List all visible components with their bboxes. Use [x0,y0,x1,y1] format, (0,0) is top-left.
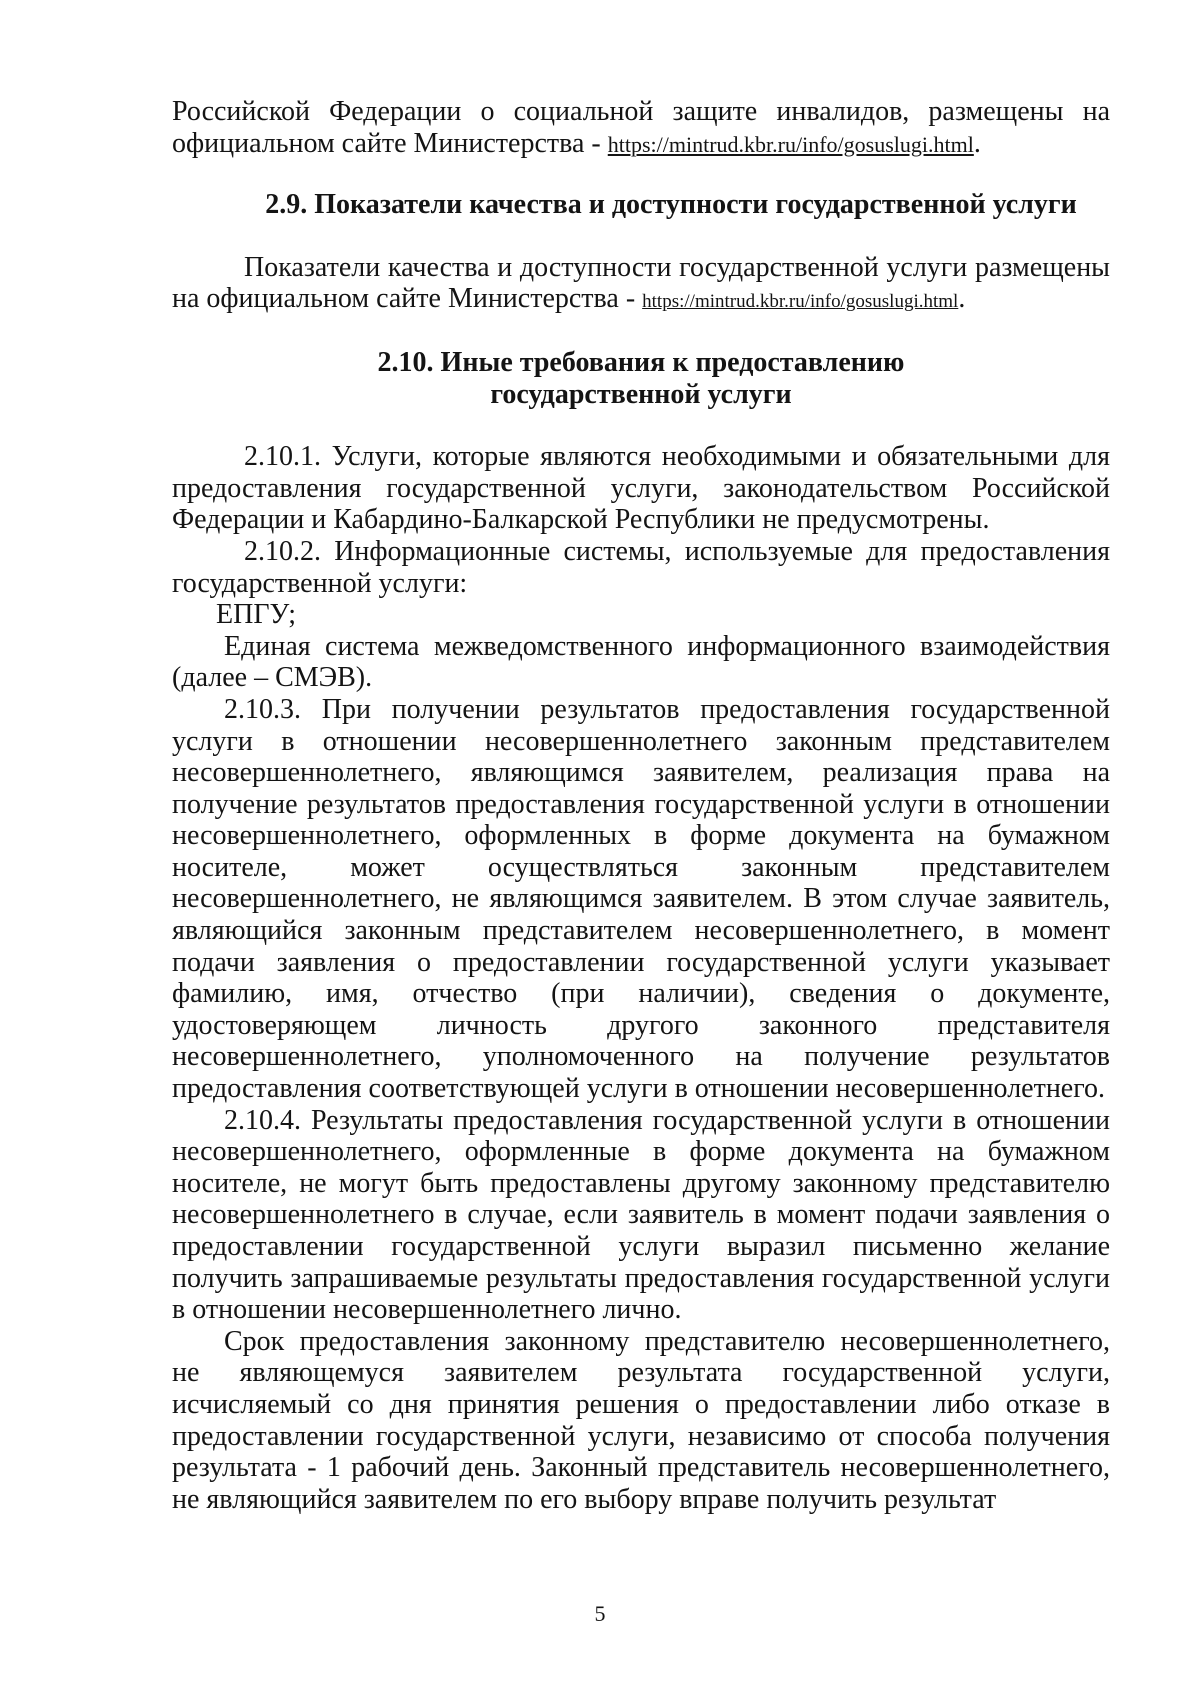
section-heading-2-10-line1: 2.10. Иные требования к предоставлению [377,346,905,378]
paragraph-2-10-1: 2.10.1. Услуги, которые являются необходимыми и обязательными для предоставления государственной услуги, законодательством Российской Федерации и Кабардино-Балкарской Республики не предусмотрены. [172,441,1110,536]
section-heading-2-10 [172,347,1110,410]
section-heading-2-10-line2: государственной услуги [490,378,792,410]
paragraph-2-9-text: Показатели качества и доступности государственной услуги размещены на официальном сайте Министерства - [172,251,1110,315]
document-page [172,96,1110,1515]
paragraph-2-10-3: 2.10.3. При получении результатов предоставления государственной услуги в отношении несовершеннолетнего законным представителем несовершеннолетнего, являющимся заявителем, реализация права на получение результатов предоставления государственной услуги в отношении несовершеннолетнего, оформленных в форме документа на бумажном носителе, может осуществляться законным представителем несовершеннолетнего, не являющимся заявителем. В этом случае заявитель, являющийся законным представителем несовершеннолетнего, в момент подачи заявления о предоставлении государственной услуги указывает фамилию, имя, отчество (при наличии), сведения о документе, удостоверяющем личность другого законного представителя несовершеннолетнего, уполномоченного на получение результатов предоставления соответствующей услуги в отношении несовершеннолетнего. [172,693,1110,1105]
paragraph-2-9-end: . [958,283,966,315]
paragraph-srok: Срок предоставления законному представителю несовершеннолетнего, не являющемуся заявителем результата государственной услуги, исчисляемый со дня принятия решения о предоставлении либо отказе в предоставлении государственной услуги, независимо от способа получения результата - 1 рабочий день. Законный представитель несовершеннолетнего, не являющийся заявителем по его выбору вправе получить результат [172,1325,1110,1515]
paragraph-epgu: ЕПГУ; [216,599,297,631]
page-number: 5 [594,1601,606,1626]
section-heading-2-9: 2.9. Показатели качества и доступности государственной услуги [265,189,1077,221]
paragraph-intro [172,96,1110,160]
ministry-link[interactable]: https://mintrud.kbr.ru/info/gosuslugi.html [607,131,974,157]
paragraph-2-10-2: 2.10.2. Информационные системы, используемые для предоставления государственной услуги: [172,535,1110,599]
paragraph-intro-end: . [973,127,981,159]
paragraph-2-10-4: 2.10.4. Результаты предоставления государственной услуги в отношении несовершеннолетнего, оформленные в форме документа на бумажном носителе, не могут быть предоставлены другому законному представителю несовершеннолетнего в случае, если заявитель в момент подачи заявления о предоставлении государственной услуги выразил письменно желание получить запрашиваемые результаты предоставления государственной услуги в отношении несовершеннолетнего лично. [172,1104,1110,1326]
paragraph-2-9 [172,252,1110,318]
paragraph-intro-text: Российской Федерации о социальной защите инвалидов, размещены на официальном сайте Министерства - [172,96,1110,159]
ministry-link-2[interactable]: https://mintrud.kbr.ru/info/gosuslugi.html [642,291,959,313]
paragraph-smev: Единая система межведомственного информационного взаимодействия (далее – СМЭВ). [172,630,1110,694]
